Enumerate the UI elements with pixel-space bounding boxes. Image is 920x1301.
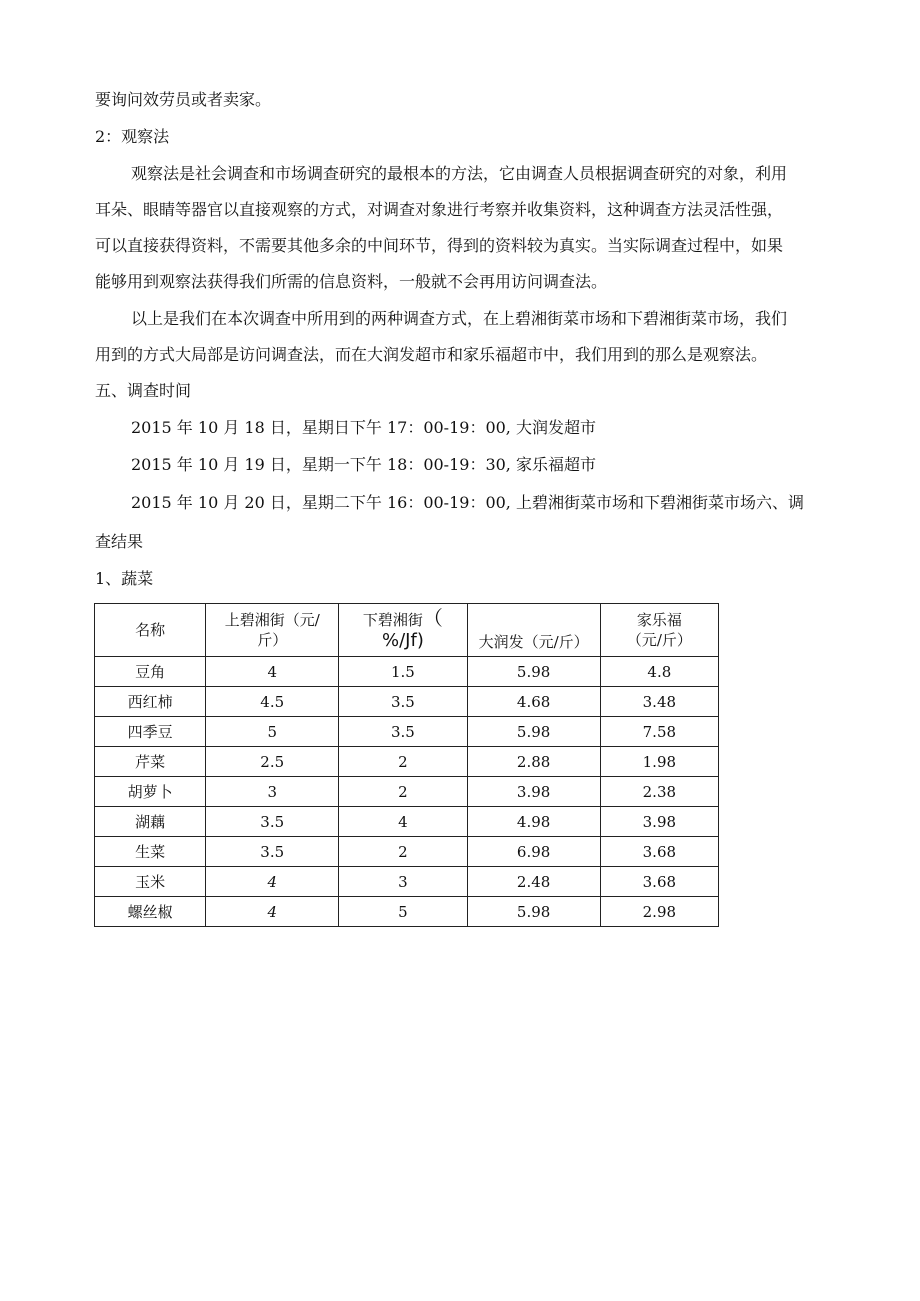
cell-rtmart: 2.88 xyxy=(467,747,600,777)
paragraph-line: 要询问效劳员或者卖家。 xyxy=(95,90,272,109)
cell-xiabixiang: 4 xyxy=(339,807,467,837)
header-name: 名称 xyxy=(95,604,206,657)
cell-rtmart: 5.98 xyxy=(467,717,600,747)
header-label xyxy=(339,608,466,630)
cell-name: 芹菜 xyxy=(95,747,206,777)
table-row xyxy=(95,747,719,777)
cell-rtmart: 5.98 xyxy=(467,897,600,927)
cell-name: 湖藕 xyxy=(95,807,206,837)
schedule-line: 2015 年 10 月 19 日，星期一下午 18：00-19：30, 家乐福超市 xyxy=(131,455,596,474)
cell-rtmart: 3.98 xyxy=(467,777,600,807)
cell-shangbixiang: 5 xyxy=(206,717,339,747)
table-row xyxy=(95,717,719,747)
section-heading-time: 五、调查时间 xyxy=(95,381,192,400)
cell-shangbixiang: 3.5 xyxy=(206,807,339,837)
header-label: 上碧湘街（元/ xyxy=(224,611,320,629)
paragraph-line: 用到的方式大局部是访问调查法，而在大润发超市和家乐福超市中，我们用到的那么是观察法。 xyxy=(95,345,768,364)
header-label: （元/斤） xyxy=(626,631,692,649)
cell-name: 西红柿 xyxy=(95,687,206,717)
cell-rtmart: 4.68 xyxy=(467,687,600,717)
table-row xyxy=(95,897,719,927)
vegetable-price-table xyxy=(94,603,719,927)
table-row xyxy=(95,687,719,717)
cell-xiabixiang: 1.5 xyxy=(339,657,467,687)
cell-carrefour: 1.98 xyxy=(600,747,718,777)
cell-rtmart: 6.98 xyxy=(467,837,600,867)
cell-name: 生菜 xyxy=(95,837,206,867)
header-xiabixiang xyxy=(339,604,467,657)
cell-xiabixiang: 3.5 xyxy=(339,717,467,747)
cell-shangbixiang: 3 xyxy=(206,777,339,807)
header-label: 斤） xyxy=(257,631,288,649)
cell-shangbixiang: 4 xyxy=(206,657,339,687)
schedule-line: 2015 年 10 月 18 日，星期日下午 17：00-19：00, 大润发超市 xyxy=(131,418,596,437)
cell-xiabixiang: 5 xyxy=(339,897,467,927)
cell-carrefour: 2.98 xyxy=(600,897,718,927)
table-row xyxy=(95,807,719,837)
header-label: 家乐福 xyxy=(636,611,682,629)
cell-xiabixiang: 2 xyxy=(339,837,467,867)
cell-carrefour: 2.38 xyxy=(600,777,718,807)
cell-shangbixiang: 4 xyxy=(206,897,339,927)
cell-shangbixiang: 3.5 xyxy=(206,837,339,867)
cell-xiabixiang: 3.5 xyxy=(339,687,467,717)
paragraph-line: 以上是我们在本次调查中所用到的两种调查方式，在上碧湘街菜市场和下碧湘街菜市场，我们 xyxy=(131,309,788,328)
cell-xiabixiang: 2 xyxy=(339,777,467,807)
header-text: 下碧湘街 xyxy=(362,611,423,629)
paragraph-line: 观察法是社会调查和市场调查研究的最根本的方法，它由调查人员根据调查研究的对象，利用 xyxy=(131,164,788,183)
table-row xyxy=(95,657,719,687)
header-paren: （ xyxy=(422,606,443,630)
header-rtmart: 大润发（元/斤） xyxy=(467,604,600,657)
paragraph-line: 能够用到观察法获得我们所需的信息资料，一般就不会再用访问调查法。 xyxy=(95,272,608,291)
section-heading-observation: 2：观察法 xyxy=(95,127,170,146)
cell-rtmart: 4.98 xyxy=(467,807,600,837)
cell-carrefour: 3.48 xyxy=(600,687,718,717)
cell-shangbixiang: 2.5 xyxy=(206,747,339,777)
paragraph-line: 查结果 xyxy=(95,532,144,551)
header-label: %/Jf) xyxy=(382,630,424,651)
cell-carrefour: 3.68 xyxy=(600,837,718,867)
cell-name: 玉米 xyxy=(95,867,206,897)
header-carrefour xyxy=(600,604,718,657)
schedule-line: 2015 年 10 月 20 日，星期二下午 16：00-19：00, 上碧湘街菜市场和下碧湘街菜市场六、调 xyxy=(131,493,804,512)
cell-carrefour: 7.58 xyxy=(600,717,718,747)
cell-xiabixiang: 3 xyxy=(339,867,467,897)
cell-rtmart: 2.48 xyxy=(467,867,600,897)
header-shangbixiang xyxy=(206,604,339,657)
cell-name: 螺丝椒 xyxy=(95,897,206,927)
section-heading-vegetables: 1、蔬菜 xyxy=(95,569,154,588)
cell-name: 胡萝卜 xyxy=(95,777,206,807)
cell-carrefour: 3.98 xyxy=(600,807,718,837)
cell-name: 豆角 xyxy=(95,657,206,687)
table-row xyxy=(95,837,719,867)
table-header-row xyxy=(95,604,719,657)
cell-xiabixiang: 2 xyxy=(339,747,467,777)
paragraph-line: 可以直接获得资料，不需要其他多余的中间环节，得到的资料较为真实。当实际调查过程中，如果 xyxy=(95,236,784,255)
table-row xyxy=(95,867,719,897)
cell-rtmart: 5.98 xyxy=(467,657,600,687)
cell-shangbixiang: 4.5 xyxy=(206,687,339,717)
table-row xyxy=(95,777,719,807)
cell-name: 四季豆 xyxy=(95,717,206,747)
cell-carrefour: 4.8 xyxy=(600,657,718,687)
cell-shangbixiang: 4 xyxy=(206,867,339,897)
cell-carrefour: 3.68 xyxy=(600,867,718,897)
paragraph-line: 耳朵、眼睛等器官以直接观察的方式，对调查对象进行考察并收集资料，这种调查方法灵活性强， xyxy=(95,200,784,219)
